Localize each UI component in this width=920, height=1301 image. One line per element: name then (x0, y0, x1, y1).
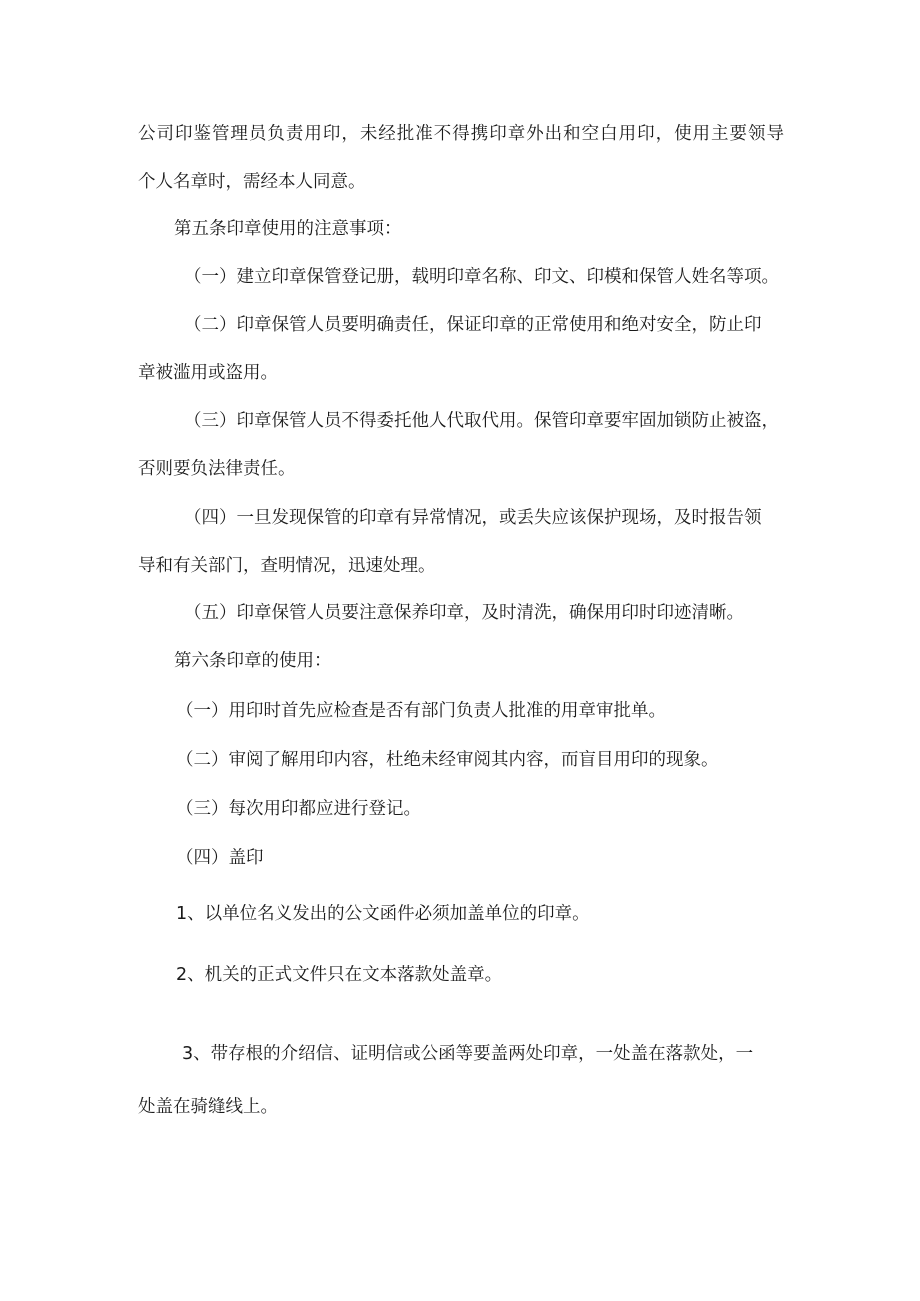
paragraph-line: 公司印鉴管理员负责用印，未经批准不得携印章外出和空白用印，使用主要领导 (138, 124, 784, 144)
sub-item: 3、带存根的介绍信、证明信或公函等要盖两处印章，一处盖在落款处，一 (182, 1044, 754, 1064)
article-5-title: 第五条印章使用的注意事项： (174, 219, 402, 239)
paragraph-line: 个人名章时，需经本人同意。 (138, 172, 366, 192)
sub-item: 2、机关的正式文件只在文本落款处盖章。 (176, 965, 503, 985)
list-item: （三）每次用印都应进行登记。 (176, 799, 421, 819)
list-item: （四）一旦发现保管的印章有异常情况，或丢失应该保护现场，及时报告领 (184, 508, 762, 528)
list-item-continuation: 章被滥用或盗用。 (138, 363, 278, 383)
sub-item: 1、以单位名义发出的公文函件必须加盖单位的印章。 (176, 904, 590, 924)
list-item-continuation: 导和有关部门，查明情况，迅速处理。 (138, 556, 436, 576)
article-6-title: 第六条印章的使用： (174, 651, 332, 671)
sub-item-continuation: 处盖在骑缝线上。 (138, 1097, 278, 1117)
list-item: （二）审阅了解用印内容，杜绝未经审阅其内容，而盲目用印的现象。 (176, 750, 719, 770)
list-item: （一）建立印章保管登记册，载明印章名称、印文、印模和保管人姓名等项。 (184, 267, 779, 287)
list-item: （一）用印时首先应检查是否有部门负责人批准的用章审批单。 (176, 701, 666, 721)
list-item: （二）印章保管人员要明确责任，保证印章的正常使用和绝对安全，防止印 (184, 315, 762, 335)
list-item: （五）印章保管人员要注意保养印章，及时清洗，确保用印时印迹清晰。 (184, 603, 744, 623)
list-item: （三）印章保管人员不得委托他人代取代用。保管印章要牢固加锁防止被盗， (184, 411, 779, 431)
list-item: （四）盖印 (176, 848, 264, 868)
list-item-continuation: 否则要负法律责任。 (138, 459, 296, 479)
